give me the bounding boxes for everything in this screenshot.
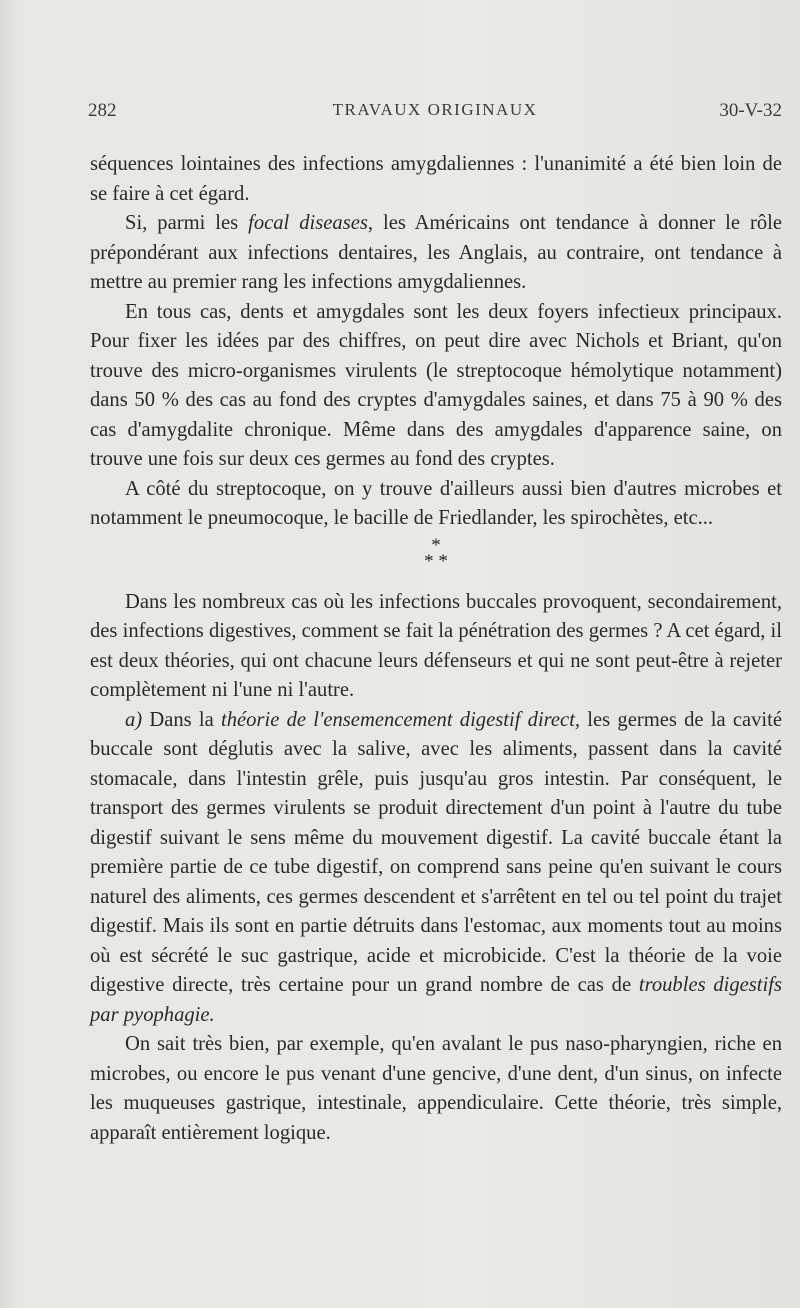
paragraph-7: On sait très bien, par exemple, qu'en avalant le pus naso-pharyngien, riche en microbes, ou encore le pus venant d'une gencive, d'une dent, d'un sinus, on infecte les muqueuses gastrique, intestinale, appendiculaire. Cette théorie, très simple, apparaît entièrement logique. (90, 1033, 782, 1144)
paragraph-6-middle: les germes de la cavité buccale sont déglutis avec la salive, avec les aliments, passent dans la cavité stomacale, dans l'intestin grêle, puis jusqu'au gros intestin. Par conséquent, le transport des germes virulents se produit directement d'un point à l'autre du tube digestif suivant le sens même du mouvement digestif. La cavité buccale étant la première partie de ce tube digestif, on comprend sans peine qu'en suivant le cours naturel des aliments, ces germes descendent et s'arrêtent en tel ou tel point du trajet digestif. Mais ils sont en partie détruits dans l'estomac, aux moments tout au moins où est sécrété le suc gastrique, acide et microbicide. C'est la théorie de la voie digestive directe, très certaine pour un grand nombre de cas de (90, 708, 782, 996)
issue-date: 30-V-32 (719, 100, 782, 121)
section-separator (90, 534, 782, 572)
separator-star-top: * (431, 534, 441, 556)
paragraph-6-italic: théorie de l'ensemencement digestif direct, (221, 708, 581, 731)
body-text (90, 150, 782, 1148)
paragraph-1: séquences lointaines des infections amygdaliennes : l'unanimité a été bien loin de se faire à cet égard. (90, 153, 782, 205)
running-title: TRAVAUX ORIGINAUX (332, 100, 538, 119)
paragraph-2-end: , les Américains ont tendance à donner le rôle prépondérant aux infections dentaires, les Anglais, au contraire, ont tendance à mettre au premier rang les infections amygdaliennes. (90, 212, 782, 293)
paragraph-6 (90, 706, 782, 1031)
running-header (88, 100, 782, 130)
paragraph-4: A côté du streptocoque, on y trouve d'ailleurs aussi bien d'autres microbes et notamment le pneumocoque, le bacille de Friedlander, les spirochètes, etc... (90, 477, 782, 529)
paragraph-6-label: a) (125, 708, 143, 731)
paragraph-5: Dans les nombreux cas où les infections buccales provoquent, secondairement, des infections digestives, comment se fait la pénétration des germes ? A cet égard, il est deux théories, qui ont chacune leurs défenseurs et qui ne sont peut-être à rejeter complètement ni l'une ni l'autre. (90, 590, 782, 701)
paragraph-2-start: Si, parmi les (125, 212, 249, 234)
page-number: 282 (88, 100, 117, 121)
paragraph-2-italic: focal diseases (248, 212, 368, 234)
paragraph-2 (90, 209, 782, 298)
separator-stars-bottom: * * (424, 550, 448, 572)
paragraph-3: En tous cas, dents et amygdales sont les deux foyers infectieux principaux. Pour fixer les idées par des chiffres, on peut dire avec Nichols et Briant, qu'on trouve des micro-organismes virulents (le streptocoque hémolytique notamment) dans 50 % des cas au fond des cryptes d'amygdales saines, et dans 75 à 90 % des cas d'amygdalite chronique. Même dans des amygdales d'apparence saine, on trouve une fois sur deux ces germes au fond des cryptes. (90, 300, 782, 470)
paragraph-6-italic-2: troubles digestifs par pyophagie. (90, 974, 782, 1026)
paragraph-6-start: Dans la (142, 708, 222, 731)
